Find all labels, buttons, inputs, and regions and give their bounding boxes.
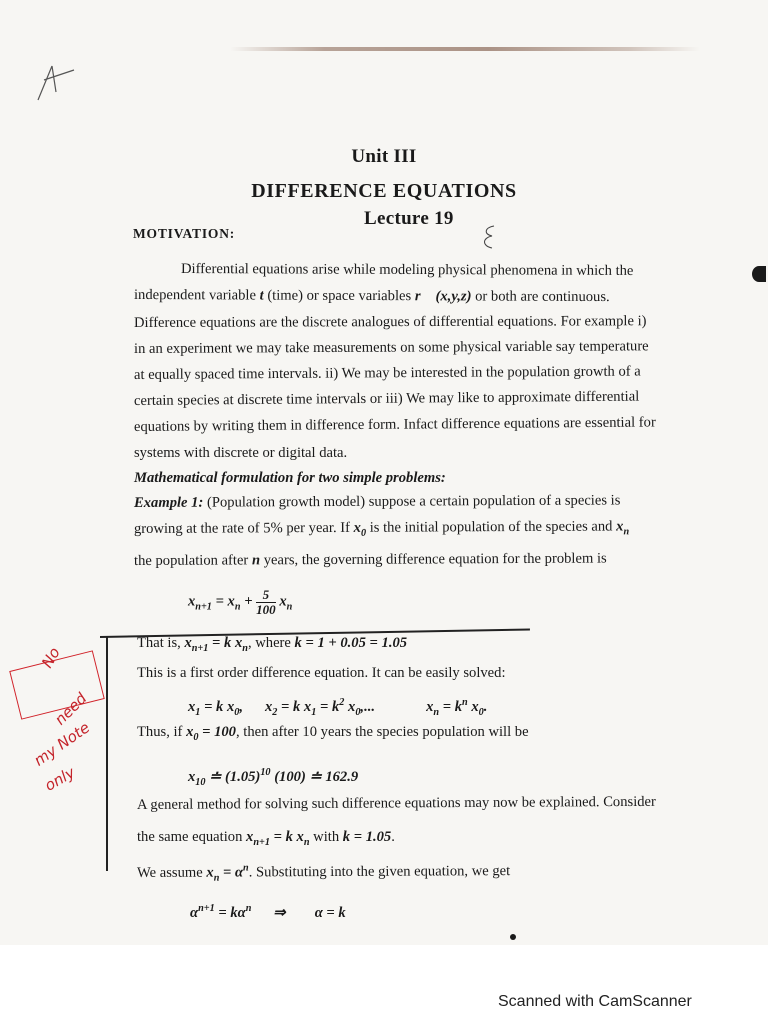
assume-line: We assume $x_n = \alpha^n$. Substituting into the given equation, we get bbox=[136, 862, 511, 884]
that-is-line: That is, $x_{n+1} = k$ $x_n$, where k = 1 + 0.05 = 1.05 bbox=[137, 635, 408, 654]
general-method-line-1: A general method for solving such difference equations may now be explained. Consider bbox=[136, 793, 656, 813]
section-heading: MOTIVATION: bbox=[133, 226, 236, 241]
general-method-line-2: the same equation $x_{n+1} = k$ $x_n$ with k = 1.05. bbox=[137, 829, 395, 848]
pen-scribble-icon bbox=[30, 60, 80, 105]
position-vector: r⃗ bbox=[414, 288, 432, 305]
pen-bracket-side bbox=[106, 636, 108, 871]
handwritten-word-2: need bbox=[51, 689, 91, 729]
paragraph-line-6: certain species at discrete time intervals or iii) We may like to approximate differential bbox=[133, 388, 640, 409]
paragraph-line-1: Differential equations arise while modeling physical phenomena in which the bbox=[180, 261, 634, 279]
paragraph-line-3: Difference equations are the discrete analogues of differential equations. For example i) bbox=[133, 313, 647, 331]
handwritten-word-4: only bbox=[41, 763, 79, 795]
fraction-5-over-100: $\frac{5}{100}$ bbox=[256, 587, 276, 617]
implies-symbol: ⇒ bbox=[273, 905, 286, 921]
page-top-edge-line bbox=[230, 47, 700, 51]
pen-squiggle-icon bbox=[478, 222, 502, 252]
paragraph-line-4: in an experiment we may take measurements on some physical variable say temperature bbox=[133, 338, 649, 357]
equation-x10: $x_{10}$ ≐ $(1.05)^{10}$ (100) ≐ 162.9 bbox=[188, 767, 359, 788]
example-line-1: Example 1: (Population growth model) suppose a certain population of a species is bbox=[133, 492, 621, 511]
paragraph-line-8: systems with discrete or digital data. bbox=[134, 445, 348, 461]
ink-dot bbox=[510, 934, 516, 940]
unit-heading: Unit III bbox=[351, 146, 417, 167]
handwritten-word-3: my Note bbox=[30, 718, 94, 770]
thus-line: Thus, if $x_0 = 100$, then after 10 years the species population will be bbox=[137, 724, 529, 743]
lecture-heading: Lecture 19 bbox=[364, 208, 454, 229]
example-line-2: growing at the rate of 5% per year. If $x_0$ is the initial population of the species and $x_n$ bbox=[133, 518, 630, 539]
paragraph-line-7: equations by writing them in difference form. Infact difference equations are essential for bbox=[133, 414, 656, 435]
equation-recurrence: $x_{n+1} = x_n$ + $\frac{5}{100}$ $x_n$ bbox=[188, 587, 293, 617]
paragraph-line-5: at equally spaced time intervals. ii) We may be interested in the population growth of a bbox=[133, 363, 641, 383]
handwritten-word-1: No bbox=[38, 644, 64, 671]
page-edge-mark bbox=[752, 266, 766, 282]
solution-sequence: $x_1 = k$ $x_0$, $x_2 = k$ $x_1 = k^2$ $x_0$,... $x_n = k^n$ $x_0$. bbox=[188, 697, 488, 718]
example-label: Example 1: bbox=[133, 494, 204, 511]
page-title: DIFFERENCE EQUATIONS bbox=[251, 180, 517, 202]
time-variable: t bbox=[259, 287, 264, 304]
scanner-watermark: Scanned with CamScanner bbox=[498, 993, 692, 1010]
subheading: Mathematical formulation for two simple problems: bbox=[134, 470, 446, 486]
paragraph-line-2: independent variable t (time) or space variables r⃗ (x,y,z) or both are continuous. bbox=[133, 287, 610, 306]
scanner-footer bbox=[0, 945, 768, 1024]
example-line-3: the population after n years, the governing difference equation for the problem is bbox=[133, 550, 607, 569]
first-order-line: This is a first order difference equation. It can be easily solved: bbox=[137, 665, 506, 681]
equation-alpha: $\alpha^{n+1} = k\alpha^n$ ⇒ α = k bbox=[190, 903, 346, 921]
